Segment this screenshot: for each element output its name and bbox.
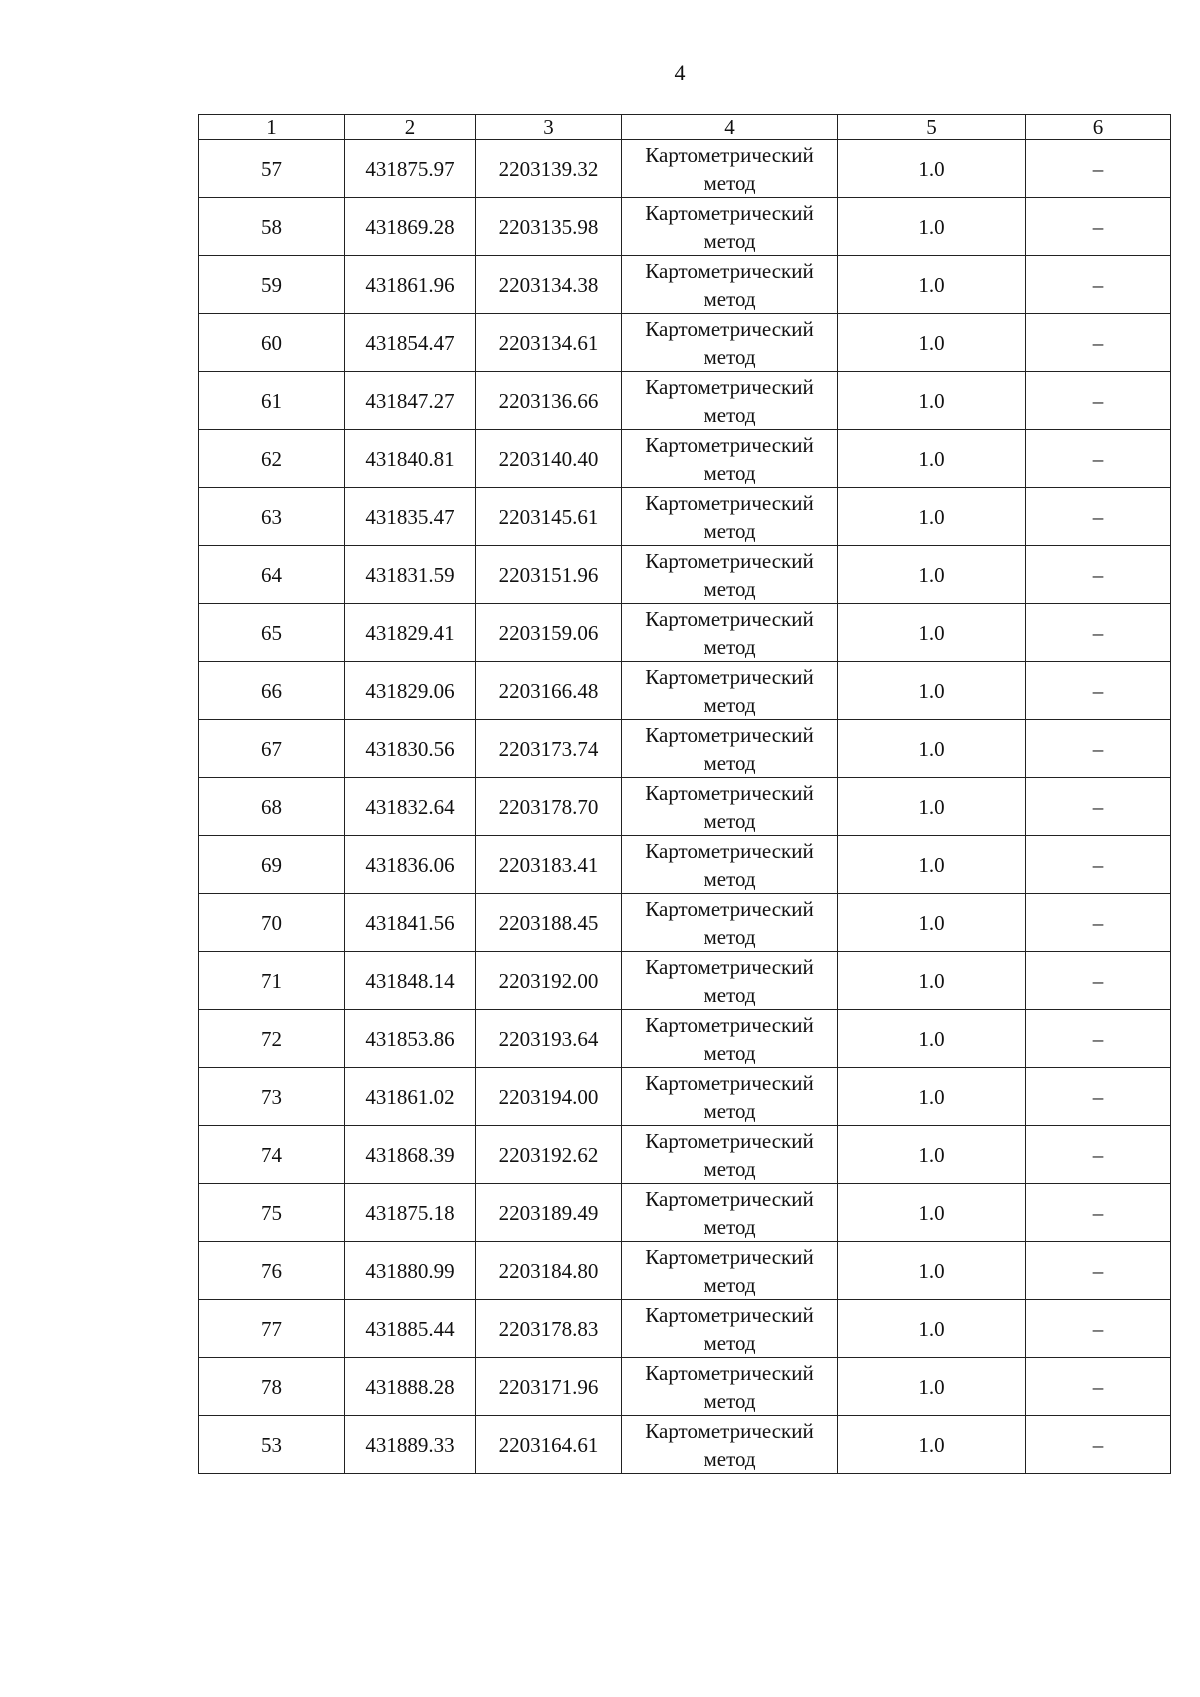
note-cell: – <box>1026 894 1171 952</box>
point-number-cell: 53 <box>199 1416 345 1474</box>
table-row <box>199 720 1171 778</box>
method-line-2: метод <box>703 518 756 543</box>
method-line-1: Картометрический <box>645 954 814 979</box>
accuracy-cell: 1.0 <box>838 372 1026 430</box>
method-line-2: метод <box>703 866 756 891</box>
point-number-cell: 72 <box>199 1010 345 1068</box>
column-header: 1 <box>199 115 345 140</box>
method-cell <box>622 430 838 488</box>
column-header: 4 <box>622 115 838 140</box>
method-cell <box>622 1416 838 1474</box>
y-coordinate-cell: 2203183.41 <box>476 836 622 894</box>
method-cell <box>622 314 838 372</box>
method-cell <box>622 1068 838 1126</box>
table-row <box>199 1010 1171 1068</box>
y-coordinate-cell: 2203135.98 <box>476 198 622 256</box>
point-number-cell: 78 <box>199 1358 345 1416</box>
point-number-cell: 75 <box>199 1184 345 1242</box>
point-number-cell: 60 <box>199 314 345 372</box>
table-row <box>199 546 1171 604</box>
note-cell: – <box>1026 198 1171 256</box>
method-cell <box>622 1242 838 1300</box>
accuracy-cell: 1.0 <box>838 140 1026 198</box>
coordinates-table <box>198 114 1171 1474</box>
method-line-2: метод <box>703 1098 756 1123</box>
x-coordinate-cell: 431835.47 <box>345 488 476 546</box>
method-line-2: метод <box>703 344 756 369</box>
method-line-2: метод <box>703 982 756 1007</box>
column-header: 3 <box>476 115 622 140</box>
note-cell: – <box>1026 140 1171 198</box>
method-line-1: Картометрический <box>645 606 814 631</box>
method-line-2: метод <box>703 692 756 717</box>
method-line-2: метод <box>703 402 756 427</box>
x-coordinate-cell: 431829.41 <box>345 604 476 662</box>
method-line-2: метод <box>703 170 756 195</box>
y-coordinate-cell: 2203194.00 <box>476 1068 622 1126</box>
method-cell <box>622 488 838 546</box>
accuracy-cell: 1.0 <box>838 1242 1026 1300</box>
method-line-1: Картометрический <box>645 1418 814 1443</box>
x-coordinate-cell: 431885.44 <box>345 1300 476 1358</box>
method-line-1: Картометрический <box>645 1128 814 1153</box>
point-number-cell: 66 <box>199 662 345 720</box>
point-number-cell: 67 <box>199 720 345 778</box>
method-line-1: Картометрический <box>645 1012 814 1037</box>
y-coordinate-cell: 2203178.83 <box>476 1300 622 1358</box>
accuracy-cell: 1.0 <box>838 604 1026 662</box>
method-line-2: метод <box>703 924 756 949</box>
table-header-row <box>199 115 1171 140</box>
x-coordinate-cell: 431854.47 <box>345 314 476 372</box>
table-row <box>199 1068 1171 1126</box>
table-row <box>199 1184 1171 1242</box>
method-line-1: Картометрический <box>645 780 814 805</box>
y-coordinate-cell: 2203171.96 <box>476 1358 622 1416</box>
accuracy-cell: 1.0 <box>838 1184 1026 1242</box>
method-line-1: Картометрический <box>645 838 814 863</box>
method-line-2: метод <box>703 1040 756 1065</box>
point-number-cell: 63 <box>199 488 345 546</box>
method-line-1: Картометрический <box>645 374 814 399</box>
x-coordinate-cell: 431861.02 <box>345 1068 476 1126</box>
table-row <box>199 778 1171 836</box>
method-cell <box>622 1300 838 1358</box>
accuracy-cell: 1.0 <box>838 952 1026 1010</box>
method-cell <box>622 778 838 836</box>
table-row <box>199 1358 1171 1416</box>
column-header: 5 <box>838 115 1026 140</box>
method-cell <box>622 546 838 604</box>
table-row <box>199 430 1171 488</box>
table-row <box>199 662 1171 720</box>
accuracy-cell: 1.0 <box>838 720 1026 778</box>
table-row <box>199 1126 1171 1184</box>
table-row <box>199 952 1171 1010</box>
y-coordinate-cell: 2203140.40 <box>476 430 622 488</box>
y-coordinate-cell: 2203178.70 <box>476 778 622 836</box>
method-cell <box>622 1010 838 1068</box>
method-line-2: метод <box>703 1446 756 1471</box>
method-line-1: Картометрический <box>645 722 814 747</box>
method-line-1: Картометрический <box>645 316 814 341</box>
x-coordinate-cell: 431847.27 <box>345 372 476 430</box>
table-row <box>199 1242 1171 1300</box>
accuracy-cell: 1.0 <box>838 488 1026 546</box>
note-cell: – <box>1026 488 1171 546</box>
y-coordinate-cell: 2203193.64 <box>476 1010 622 1068</box>
table-row <box>199 198 1171 256</box>
note-cell: – <box>1026 1184 1171 1242</box>
method-line-2: метод <box>703 228 756 253</box>
y-coordinate-cell: 2203134.38 <box>476 256 622 314</box>
method-line-2: метод <box>703 634 756 659</box>
method-cell <box>622 720 838 778</box>
method-line-2: метод <box>703 286 756 311</box>
note-cell: – <box>1026 952 1171 1010</box>
x-coordinate-cell: 431889.33 <box>345 1416 476 1474</box>
column-header: 2 <box>345 115 476 140</box>
note-cell: – <box>1026 1358 1171 1416</box>
method-cell <box>622 256 838 314</box>
note-cell: – <box>1026 720 1171 778</box>
method-line-1: Картометрический <box>645 1302 814 1327</box>
method-line-1: Картометрический <box>645 1360 814 1385</box>
method-line-2: метод <box>703 1388 756 1413</box>
point-number-cell: 65 <box>199 604 345 662</box>
accuracy-cell: 1.0 <box>838 1068 1026 1126</box>
column-header: 6 <box>1026 115 1171 140</box>
x-coordinate-cell: 431840.81 <box>345 430 476 488</box>
table-row <box>199 836 1171 894</box>
note-cell: – <box>1026 1242 1171 1300</box>
method-line-1: Картометрический <box>645 432 814 457</box>
method-line-1: Картометрический <box>645 896 814 921</box>
method-line-1: Картометрический <box>645 490 814 515</box>
method-cell <box>622 662 838 720</box>
method-line-1: Картометрический <box>645 1186 814 1211</box>
x-coordinate-cell: 431880.99 <box>345 1242 476 1300</box>
accuracy-cell: 1.0 <box>838 256 1026 314</box>
accuracy-cell: 1.0 <box>838 1300 1026 1358</box>
method-line-1: Картометрический <box>645 142 814 167</box>
table-row <box>199 372 1171 430</box>
point-number-cell: 68 <box>199 778 345 836</box>
x-coordinate-cell: 431853.86 <box>345 1010 476 1068</box>
y-coordinate-cell: 2203166.48 <box>476 662 622 720</box>
point-number-cell: 76 <box>199 1242 345 1300</box>
y-coordinate-cell: 2203151.96 <box>476 546 622 604</box>
accuracy-cell: 1.0 <box>838 430 1026 488</box>
accuracy-cell: 1.0 <box>838 1010 1026 1068</box>
method-line-2: метод <box>703 1214 756 1239</box>
accuracy-cell: 1.0 <box>838 662 1026 720</box>
method-cell <box>622 372 838 430</box>
y-coordinate-cell: 2203145.61 <box>476 488 622 546</box>
table-row <box>199 140 1171 198</box>
x-coordinate-cell: 431861.96 <box>345 256 476 314</box>
note-cell: – <box>1026 1068 1171 1126</box>
point-number-cell: 58 <box>199 198 345 256</box>
note-cell: – <box>1026 1010 1171 1068</box>
method-line-2: метод <box>703 460 756 485</box>
accuracy-cell: 1.0 <box>838 1358 1026 1416</box>
y-coordinate-cell: 2203159.06 <box>476 604 622 662</box>
note-cell: – <box>1026 256 1171 314</box>
table-body <box>199 140 1171 1474</box>
table-row <box>199 488 1171 546</box>
method-cell <box>622 1184 838 1242</box>
point-number-cell: 57 <box>199 140 345 198</box>
y-coordinate-cell: 2203139.32 <box>476 140 622 198</box>
x-coordinate-cell: 431868.39 <box>345 1126 476 1184</box>
point-number-cell: 62 <box>199 430 345 488</box>
x-coordinate-cell: 431836.06 <box>345 836 476 894</box>
x-coordinate-cell: 431848.14 <box>345 952 476 1010</box>
x-coordinate-cell: 431829.06 <box>345 662 476 720</box>
x-coordinate-cell: 431875.18 <box>345 1184 476 1242</box>
method-line-1: Картометрический <box>645 664 814 689</box>
table-row <box>199 604 1171 662</box>
point-number-cell: 69 <box>199 836 345 894</box>
y-coordinate-cell: 2203192.62 <box>476 1126 622 1184</box>
point-number-cell: 59 <box>199 256 345 314</box>
y-coordinate-cell: 2203188.45 <box>476 894 622 952</box>
method-line-1: Картометрический <box>645 200 814 225</box>
note-cell: – <box>1026 662 1171 720</box>
x-coordinate-cell: 431869.28 <box>345 198 476 256</box>
accuracy-cell: 1.0 <box>838 1416 1026 1474</box>
note-cell: – <box>1026 546 1171 604</box>
method-line-2: метод <box>703 750 756 775</box>
page-number: 4 <box>674 60 686 85</box>
method-line-2: метод <box>703 808 756 833</box>
y-coordinate-cell: 2203192.00 <box>476 952 622 1010</box>
point-number-cell: 73 <box>199 1068 345 1126</box>
accuracy-cell: 1.0 <box>838 778 1026 836</box>
x-coordinate-cell: 431888.28 <box>345 1358 476 1416</box>
method-line-1: Картометрический <box>645 1070 814 1095</box>
point-number-cell: 77 <box>199 1300 345 1358</box>
method-cell <box>622 836 838 894</box>
point-number-cell: 74 <box>199 1126 345 1184</box>
note-cell: – <box>1026 1126 1171 1184</box>
table-row <box>199 1300 1171 1358</box>
point-number-cell: 70 <box>199 894 345 952</box>
table-row <box>199 256 1171 314</box>
x-coordinate-cell: 431832.64 <box>345 778 476 836</box>
method-cell <box>622 140 838 198</box>
x-coordinate-cell: 431875.97 <box>345 140 476 198</box>
note-cell: – <box>1026 372 1171 430</box>
method-line-1: Картометрический <box>645 258 814 283</box>
point-number-cell: 64 <box>199 546 345 604</box>
y-coordinate-cell: 2203136.66 <box>476 372 622 430</box>
note-cell: – <box>1026 1300 1171 1358</box>
table-row <box>199 1416 1171 1474</box>
table-row <box>199 314 1171 372</box>
method-line-1: Картометрический <box>645 548 814 573</box>
accuracy-cell: 1.0 <box>838 1126 1026 1184</box>
note-cell: – <box>1026 778 1171 836</box>
note-cell: – <box>1026 430 1171 488</box>
point-number-cell: 71 <box>199 952 345 1010</box>
point-number-cell: 61 <box>199 372 345 430</box>
method-line-1: Картометрический <box>645 1244 814 1269</box>
accuracy-cell: 1.0 <box>838 836 1026 894</box>
y-coordinate-cell: 2203184.80 <box>476 1242 622 1300</box>
method-cell <box>622 894 838 952</box>
method-cell <box>622 1126 838 1184</box>
method-cell <box>622 198 838 256</box>
y-coordinate-cell: 2203134.61 <box>476 314 622 372</box>
method-line-2: метод <box>703 1156 756 1181</box>
accuracy-cell: 1.0 <box>838 894 1026 952</box>
note-cell: – <box>1026 836 1171 894</box>
y-coordinate-cell: 2203164.61 <box>476 1416 622 1474</box>
method-cell <box>622 1358 838 1416</box>
note-cell: – <box>1026 604 1171 662</box>
method-line-2: метод <box>703 1272 756 1297</box>
x-coordinate-cell: 431831.59 <box>345 546 476 604</box>
accuracy-cell: 1.0 <box>838 546 1026 604</box>
x-coordinate-cell: 431830.56 <box>345 720 476 778</box>
y-coordinate-cell: 2203173.74 <box>476 720 622 778</box>
note-cell: – <box>1026 314 1171 372</box>
method-cell <box>622 604 838 662</box>
table-row <box>199 894 1171 952</box>
accuracy-cell: 1.0 <box>838 198 1026 256</box>
accuracy-cell: 1.0 <box>838 314 1026 372</box>
method-line-2: метод <box>703 576 756 601</box>
y-coordinate-cell: 2203189.49 <box>476 1184 622 1242</box>
note-cell: – <box>1026 1416 1171 1474</box>
x-coordinate-cell: 431841.56 <box>345 894 476 952</box>
method-line-2: метод <box>703 1330 756 1355</box>
method-cell <box>622 952 838 1010</box>
